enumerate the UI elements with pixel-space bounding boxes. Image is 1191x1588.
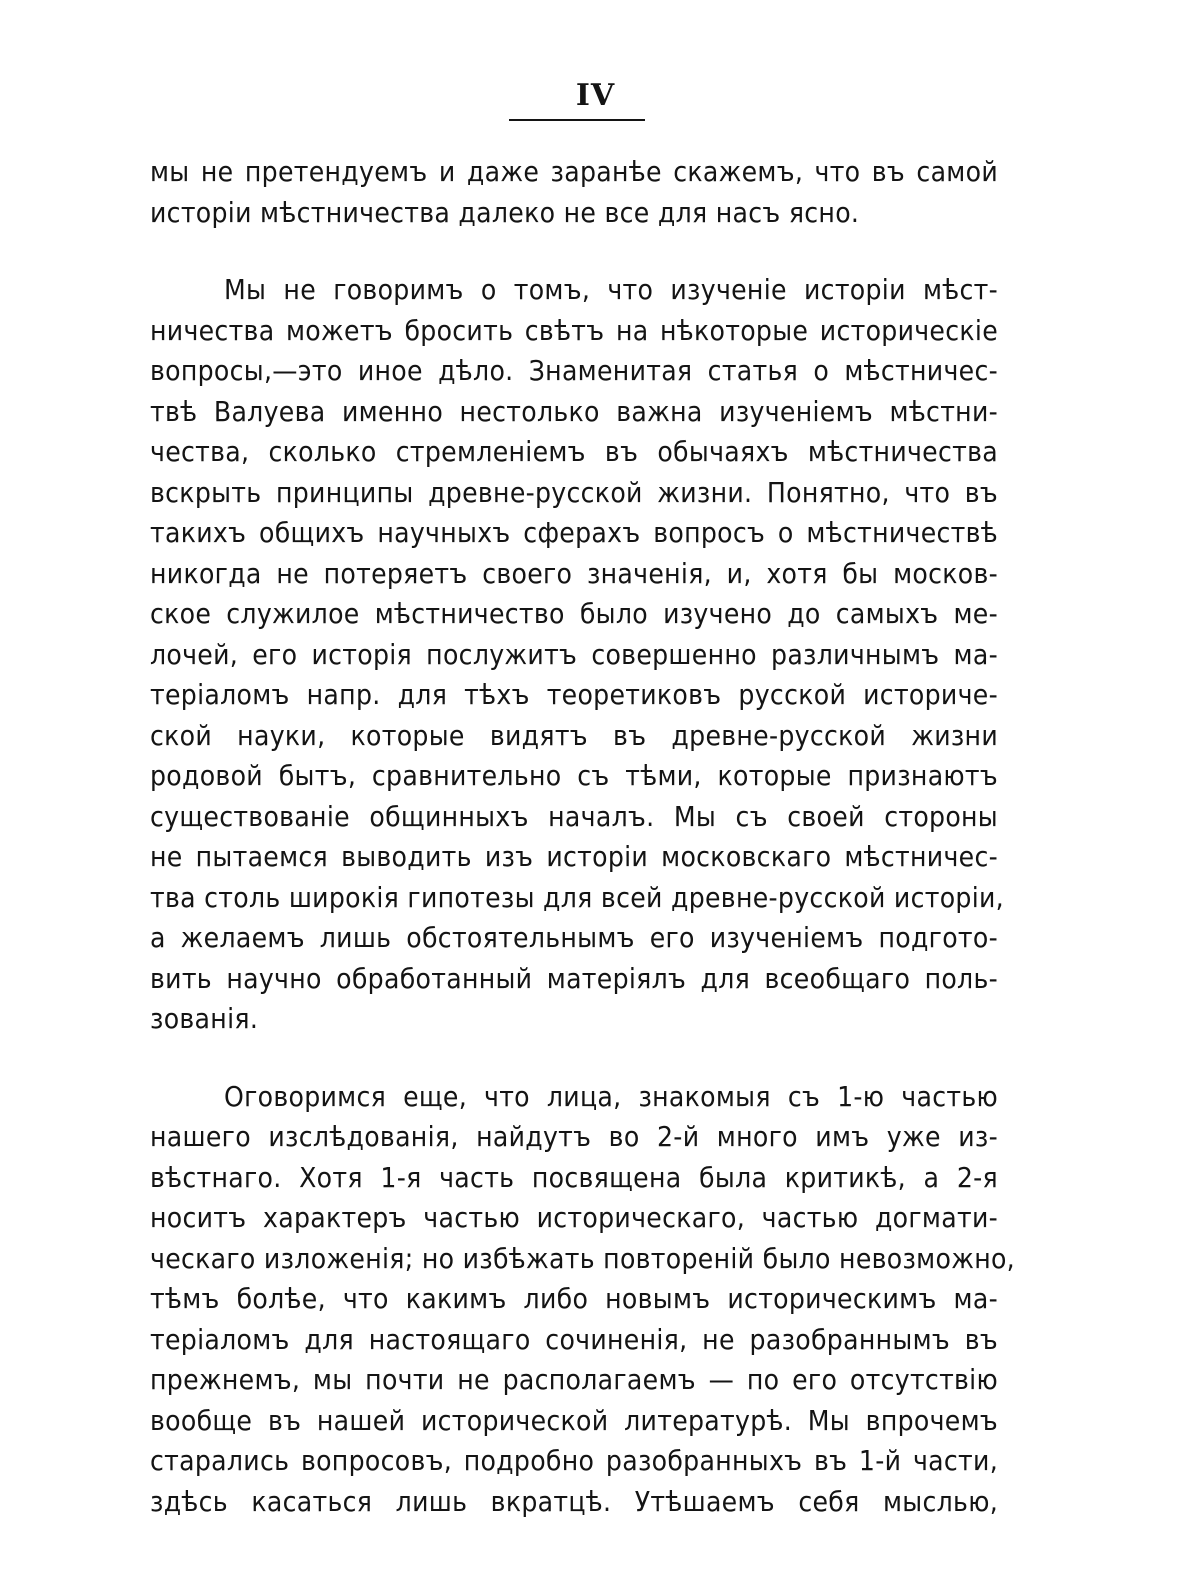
text-line: теріаломъ для настоящаго сочиненія, не разобраннымъ въ bbox=[150, 1322, 998, 1356]
text-line: вскрыть принципы древне-русской жизни. Понятно, что въ bbox=[150, 475, 998, 509]
text-line: никогда не потеряетъ своего значенія, и, хотя бы москов- bbox=[150, 556, 998, 590]
text-line: Оговоримся еще, что лица, знакомыя съ 1-ю частью bbox=[224, 1079, 998, 1113]
page-number: IV bbox=[575, 78, 616, 113]
header-rule bbox=[509, 119, 645, 121]
text-line: ческаго изложенія; но избѣжать повтореній было невозможно, bbox=[150, 1241, 1015, 1275]
text-line: ской науки, которые видятъ въ древне-русской жизни bbox=[150, 718, 998, 752]
text-line: не пытаемся выводить изъ исторіи московскаго мѣстничес- bbox=[150, 840, 998, 873]
text-line: а желаемъ лишь обстоятельнымъ его изученіемъ подгото- bbox=[150, 921, 998, 954]
text-line: ничества можетъ бросить свѣтъ на нѣкоторые историческіе bbox=[150, 313, 998, 347]
text-line: прежнемъ, мы почти не располагаемъ — по его отсутствію bbox=[150, 1363, 998, 1396]
paragraph bbox=[150, 152, 998, 233]
text-line: тѣмъ болѣе, что какимъ либо новымъ историческимъ ма- bbox=[150, 1282, 998, 1315]
paragraph bbox=[150, 1077, 1015, 1523]
text-line: существованіе общинныхъ началъ. Мы съ своей стороны bbox=[150, 799, 998, 833]
text-line: вить научно обработанный матеріялъ для всеобщаго поль- bbox=[150, 961, 998, 995]
text-line: тва столь широкія гипотезы для всей древне-русской исторіи, bbox=[150, 880, 1004, 914]
text-line: чества, сколько стремленіемъ въ обычаяхъ мѣстничества bbox=[150, 435, 998, 468]
text-line: теріаломъ напр. для тѣхъ теоретиковъ русской историче- bbox=[150, 678, 998, 711]
text-line: здѣсь касаться лишь вкратцѣ. Утѣшаемъ себя мыслью, bbox=[150, 1484, 998, 1518]
text-line: вѣстнаго. Хотя 1-я часть посвящена была критикѣ, а 2-я bbox=[150, 1160, 998, 1194]
text-line: нашего изслѣдованія, найдутъ во 2-й много имъ уже из- bbox=[150, 1120, 998, 1153]
text-line: ское служилое мѣстничество было изучено до самыхъ ме- bbox=[150, 597, 998, 630]
text-line: зованія. bbox=[150, 1002, 259, 1035]
text-line: твѣ Валуева именно нестолько важна изученіемъ мѣстни- bbox=[150, 394, 998, 428]
text-line: мы не претендуемъ и даже заранѣе скажемъ, что въ самой bbox=[150, 155, 998, 188]
text-line: старались вопросовъ, подробно разобранныхъ въ 1-й части, bbox=[150, 1444, 998, 1477]
text-line: Мы не говоримъ о томъ, что изученіе исторіи мѣст- bbox=[224, 273, 998, 306]
text-line: носитъ характеръ частью историческаго, частью догмати- bbox=[150, 1201, 998, 1234]
text-line: исторіи мѣстничества далеко не все для насъ ясно. bbox=[150, 195, 860, 229]
text-line: вопросы,—это иное дѣло. Знаменитая статья о мѣстничес- bbox=[150, 354, 998, 387]
paragraph bbox=[150, 270, 1004, 1040]
text-line: вообще въ нашей исторической литературѣ. Мы впрочемъ bbox=[150, 1403, 998, 1437]
page-header bbox=[0, 78, 1191, 114]
body-text bbox=[150, 152, 1015, 1522]
text-line: лочей, его исторія послужитъ совершенно различнымъ ма- bbox=[150, 637, 998, 671]
text-line: такихъ общихъ научныхъ сферахъ вопросъ о мѣстничествѣ bbox=[150, 516, 998, 549]
text-line: родовой бытъ, сравнительно съ тѣми, которые признаютъ bbox=[150, 759, 998, 792]
